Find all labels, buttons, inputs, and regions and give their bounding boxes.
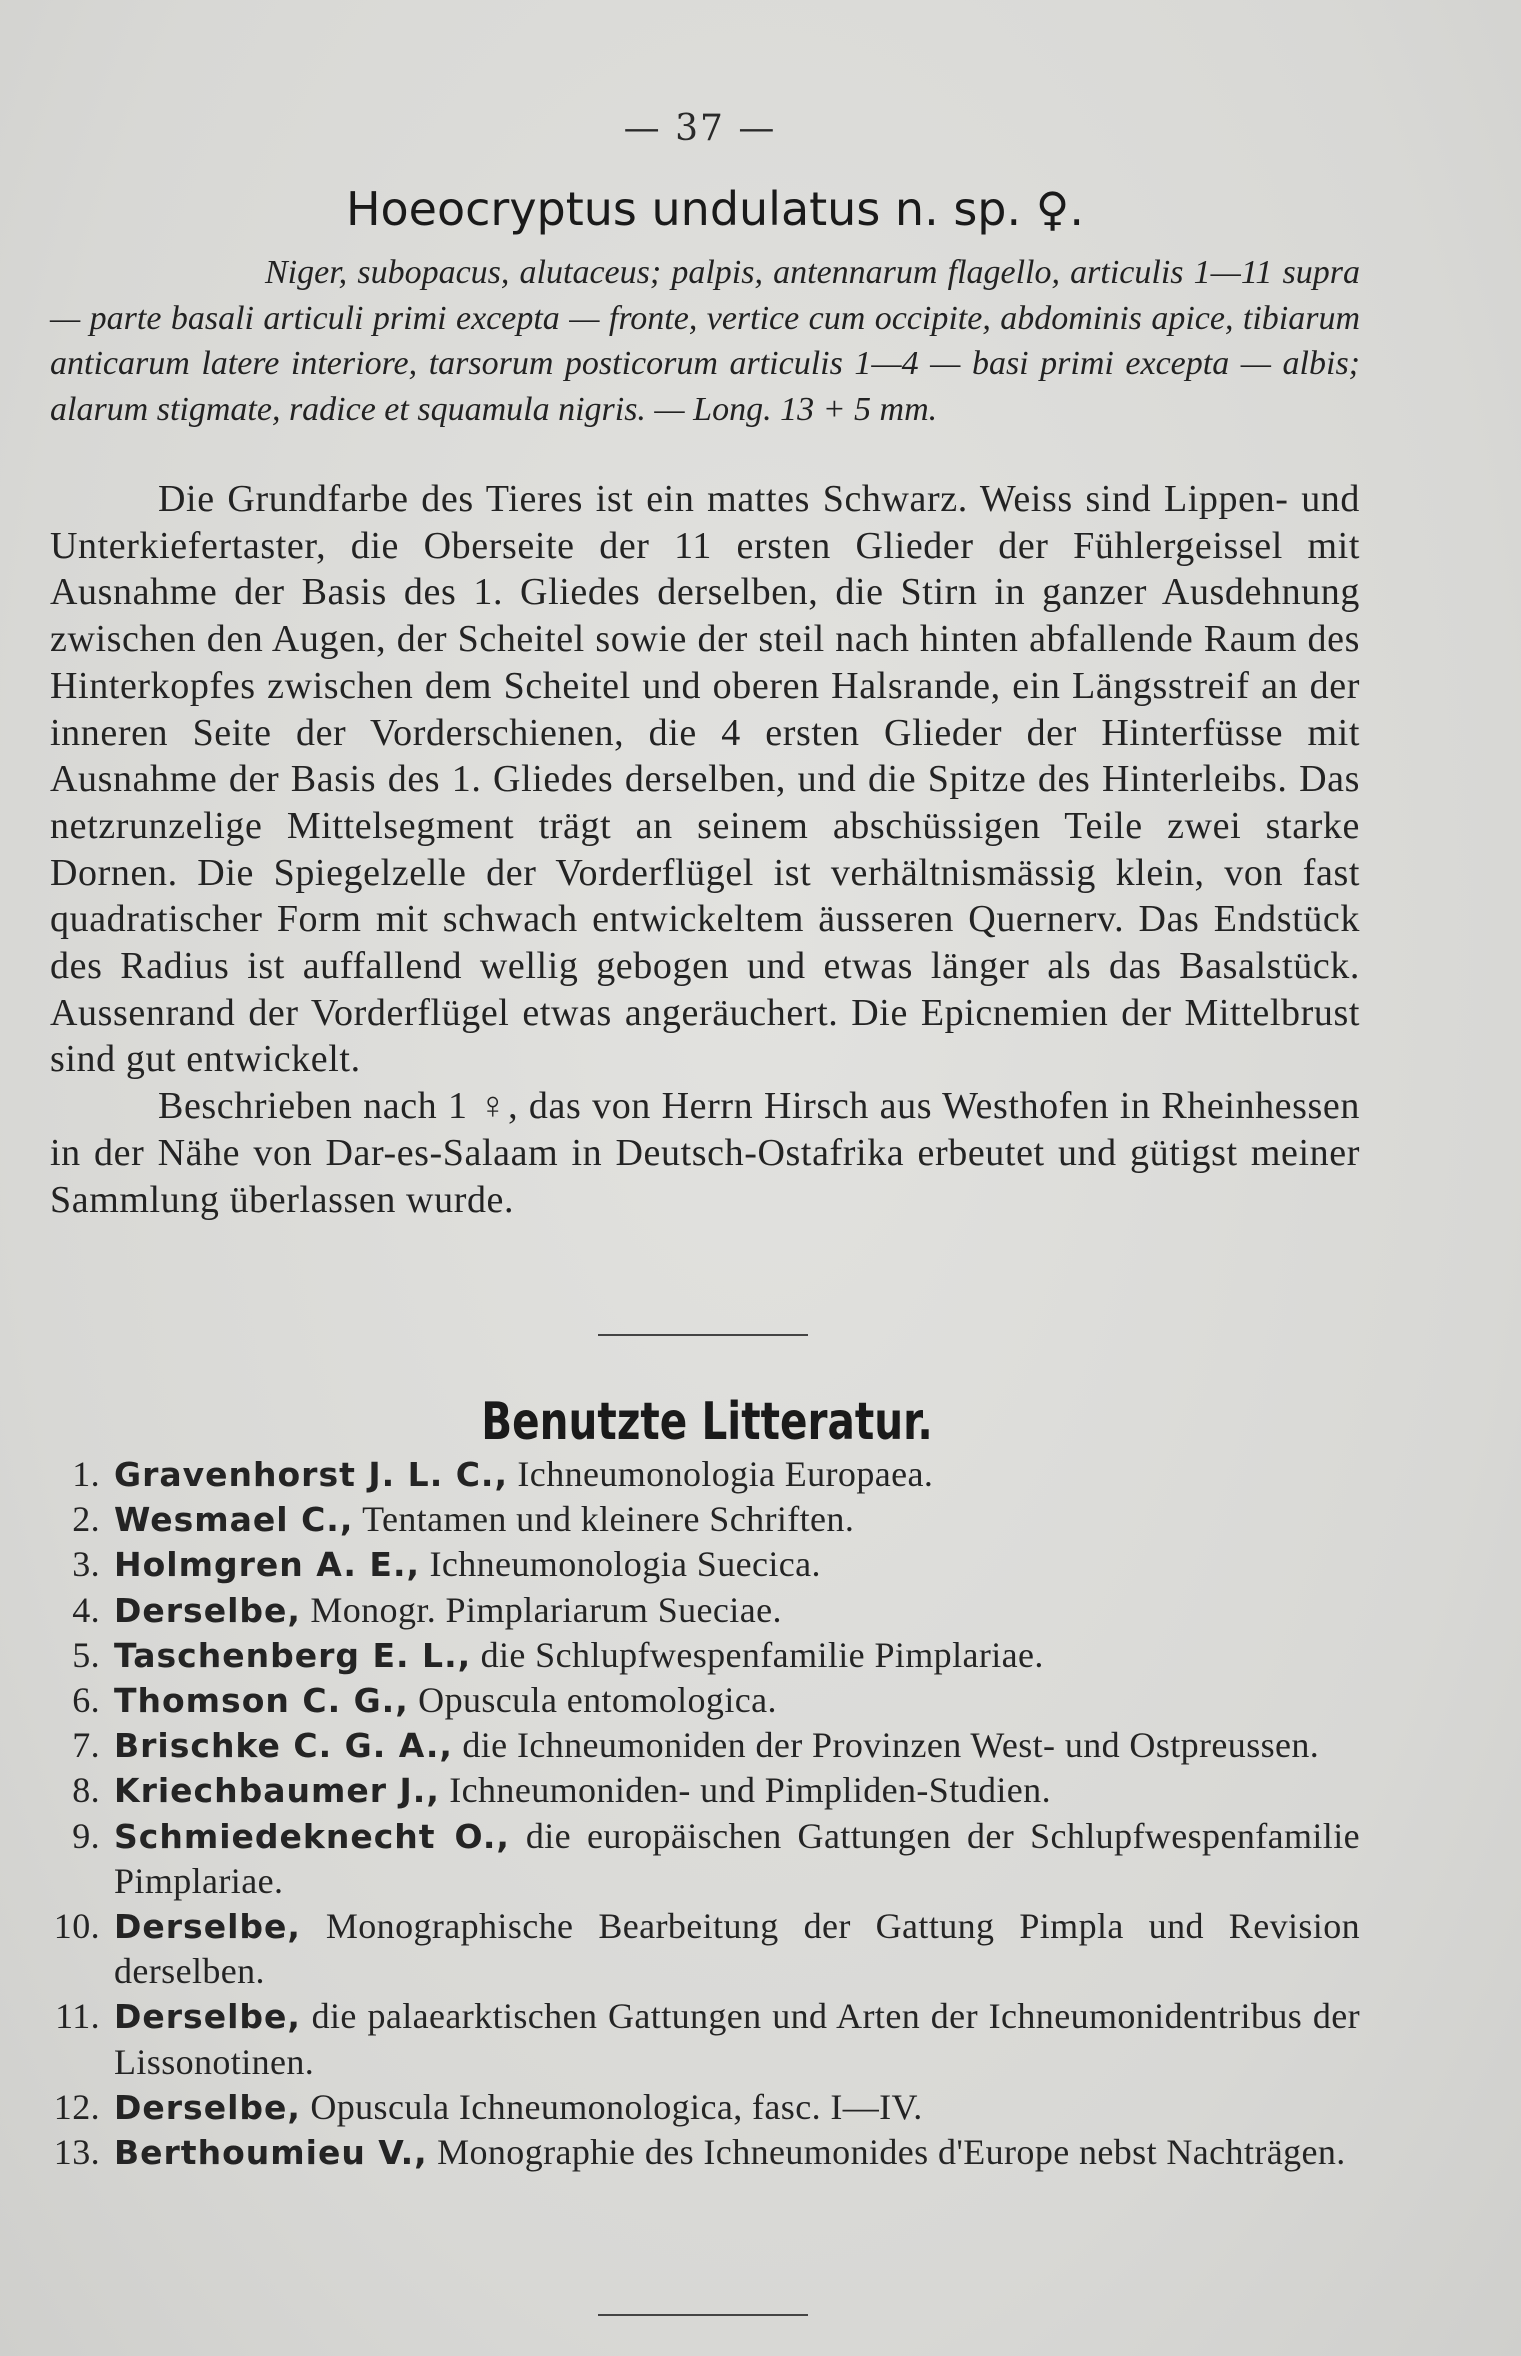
reference-title: Monographie des Ichneumonides d'Europe nebst Nachträgen. xyxy=(437,2132,1346,2173)
closing-divider xyxy=(598,2314,808,2316)
reference-title: Opuscula entomologica. xyxy=(418,1680,777,1721)
reference-item: 5. Taschenberg E. L., die Schlupfwespenfamilie Pimplariae. xyxy=(72,1634,1044,1675)
reference-author: Kriechbaumer J., xyxy=(114,1771,440,1811)
reference-item: 8. Kriechbaumer J., Ichneumoniden- und Pimpliden-Studien. xyxy=(72,1770,1051,1811)
reference-author: Holmgren A. E., xyxy=(114,1545,421,1585)
reference-author: Brischke C. G. A., xyxy=(114,1726,453,1766)
reference-item: 7. Brischke C. G. A., die Ichneumoniden der Provinzen West- und Ostpreussen. xyxy=(72,1725,1320,1766)
reference-title: die europäischen Gattungen der Schlupfwespenfamilie Pimplariae. xyxy=(114,1815,1360,1901)
reference-item: 6. Thomson C. G., Opuscula entomologica. xyxy=(72,1680,777,1721)
reference-author: Wesmael C., xyxy=(114,1500,354,1540)
reference-title: Opuscula Ichneumonologica, fasc. I—IV. xyxy=(310,2086,923,2127)
literature-heading: Benutzte Litteratur. xyxy=(481,1392,933,1452)
reference-title: Ichneumonologia Europaea. xyxy=(517,1454,934,1494)
reference-item: 11. Derselbe, die palaearktischen Gattungen und Arten der Ichneumonidentribus der Lissonotinen. xyxy=(55,1996,1360,2082)
latin-diagnosis xyxy=(50,250,1360,432)
reference-author: Gravenhorst J. L. C., xyxy=(114,1455,509,1494)
reference-author: Taschenberg E. L., xyxy=(114,1635,472,1675)
reference-item: 2. Wesmael C., Tentamen und kleinere Schriften. xyxy=(72,1499,855,1540)
reference-title: Tentamen und kleinere Schriften. xyxy=(362,1499,855,1540)
page-number: — 37 — xyxy=(623,108,777,149)
reference-author: Berthoumieu V., xyxy=(114,2133,428,2173)
description-paragraph: Die Grundfarbe des Tieres ist ein mattes Schwarz. Weiss sind Lippen- und Unterkiefertaster, die Oberseite der 11 ersten Glieder der Fühlergeissel mit Ausnahme der Basis des 1. Gliedes derselben, die Stirn in ganzer Ausdehnung zwischen den Augen, der Scheitel sowie der steil nach hinten abfallende Raum des Hinterkopfes zwischen dem Scheitel und oberen Halsrande, ein Längsstreif an der inneren Seite der Vorderschienen, die 4 ersten Glieder der Hinterfüsse mit Ausnahme der Basis des 1. Gliedes derselben, und die Spitze des Hinterleibs. Das netzrunzelige Mittelsegment trägt an seinem abschüssigen Teile zwei starke Dornen. Die Spiegelzelle der Vorderflügel ist verhältnismässig klein, von fast quadratischer Form mit schwach entwickeltem äusseren Quernerv. Das Endstück des Radius ist auffallend wellig gebogen und etwas länger als das Basalstück. Aussenrand der Vorderflügel etwas angeräuchert. Die Epicnemien der Mittelbrust sind gut entwickelt. xyxy=(50,478,1360,1081)
description-paragraph: Beschrieben nach 1 ♀, das von Herrn Hirsch aus Westhofen in Rheinhessen in der Nähe von Dar-es-Salaam in Deutsch-Ostafrika erbeutet und gütigst meiner Sammlung überlassen wurde. xyxy=(50,1085,1360,1221)
reference-title: die Schlupfwespenfamilie Pimplariae. xyxy=(480,1634,1044,1675)
reference-title: Ichneumonologia Suecica. xyxy=(429,1544,821,1585)
reference-author: Derselbe, xyxy=(114,1590,301,1630)
reference-author: Derselbe, xyxy=(114,1997,301,2037)
reference-item: 1. Gravenhorst J. L. C., Ichneumonologia Europaea. xyxy=(72,1454,934,1494)
reference-author: Derselbe, xyxy=(114,1907,301,1947)
latin-diagnosis-text: Niger, subopacus, alutaceus; palpis, antennarum flagello, articulis 1—11 supra — parte basali articuli primi excepta — fronte, vertice cum occipite, abdominis apice, tibiarum anticarum latere interiore, tarsorum posticorum articulis 1—4 — basi primi excepta — albis; alarum stigmate, radice et squamula nigris. — Long. 13 + 5 mm. xyxy=(50,254,1360,428)
reference-item: 9. Schmiedeknecht O., die europäischen Gattungen der Schlupfwespenfamilie Pimplariae. xyxy=(72,1815,1360,1901)
reference-title: Monographische Bearbeitung der Gattung Pimpla und Revision derselben. xyxy=(114,1906,1360,1992)
reference-item: 4. Derselbe, Monogr. Pimplariarum Sueciae. xyxy=(72,1589,782,1630)
reference-author: Derselbe, xyxy=(114,2087,301,2127)
species-title: Hoeocryptus undulatus n. sp. ♀. xyxy=(345,182,1085,236)
reference-title: Monogr. Pimplariarum Sueciae. xyxy=(310,1589,782,1630)
reference-list xyxy=(42,1452,1360,2175)
reference-title: die palaearktischen Gattungen und Arten der Ichneumonidentribus der Lissonotinen. xyxy=(114,1996,1360,2082)
reference-item: 3. Holmgren A. E., Ichneumonologia Suecica. xyxy=(72,1544,821,1585)
reference-item: 13. Berthoumieu V., Monographie des Ichneumonides d'Europe nebst Nachträgen. xyxy=(53,2132,1346,2173)
section-divider xyxy=(598,1334,808,1336)
german-description xyxy=(50,476,1360,1223)
reference-author: Schmiedeknecht O., xyxy=(114,1816,510,1856)
reference-title: Ichneumoniden- und Pimpliden-Studien. xyxy=(449,1770,1051,1811)
reference-title: die Ichneumoniden der Provinzen West- und Ostpreussen. xyxy=(462,1725,1320,1766)
reference-item: 10. Derselbe, Monographische Bearbeitung der Gattung Pimpla und Revision derselben. xyxy=(53,1906,1360,1992)
reference-item: 12. Derselbe, Opuscula Ichneumonologica, fasc. I—IV. xyxy=(53,2086,923,2127)
reference-author: Thomson C. G., xyxy=(114,1681,409,1721)
